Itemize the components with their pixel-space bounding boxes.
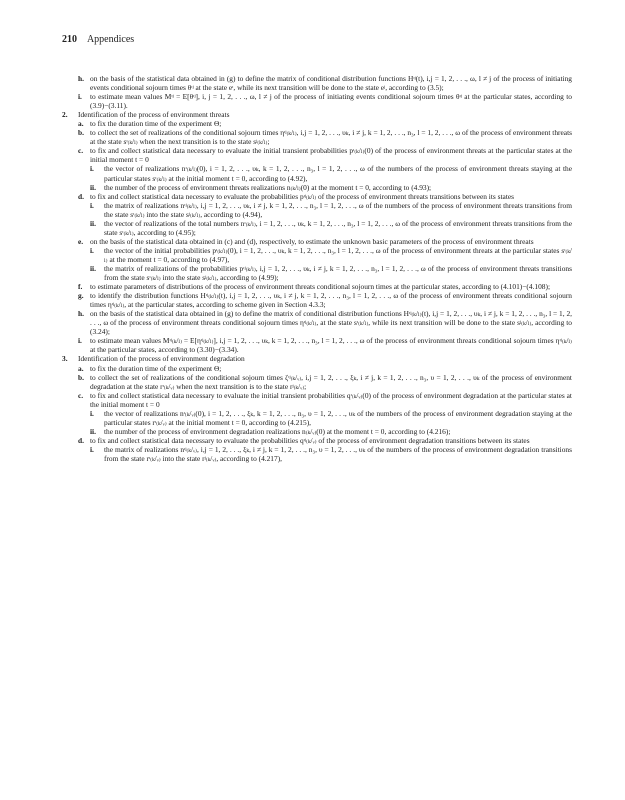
- sub-list-item: [62, 427, 572, 436]
- list-item: [62, 128, 572, 146]
- item-text: the vector of realizations of the total numbers nᶦ₍ₖ/ₗ₎, i = 1, 2, . . ., υₖ, k = 1, 2, . . ., n₃, l = 1, 2, . . ., ω of the process of environment threats transitions from the state sᶦ₍ₖ/ₗ₎, according to (4.95);: [104, 218, 572, 237]
- sub-list-item: [62, 201, 572, 219]
- item-label: b.: [78, 372, 84, 382]
- item-label: 3.: [62, 354, 68, 364]
- item-text: the vector of realizations nᶦ₍ₖ/ᵥ₎(0), i = 1, 2, . . ., ξₖ, k = 1, 2, . . ., n₃, υ = 1, 2, . . ., υₖ of the numbers of the process of environment degradation staying at the particular states rᶦ₍ₖ/ᵥ₎ at the initial moment t = 0, according to (4.215),: [104, 408, 572, 427]
- item-label: d.: [78, 191, 84, 201]
- item-text: the vector of the initial probabilities pᶦ₍ₖ/ₗ₎(0), i = 1, 2, . . ., υₖ, k = 1, 2, . . ., n₃, l = 1, 2, . . ., ω of the process of environment threats at the particular states sᶦ₍ₖ/ₗ₎ at the moment t = 0, according to (4.97),: [104, 245, 572, 264]
- list-item: [62, 391, 572, 409]
- item-label: ii.: [90, 426, 96, 436]
- item-text: the matrix of realizations nᶦʲ₍ₖ/ₗ₎, i,j = 1, 2, . . ., υₖ, i ≠ j, k = 1, 2, . . ., n₃, l = 1, 2, . . ., ω of the numbers of the process of environment threats transitions from the state sᶦ₍ₖ/ₗ₎ into the state sʲ₍ₖ/ₗ₎, according to (4.94),: [104, 200, 572, 219]
- item-label: d.: [78, 435, 84, 445]
- item-text: to fix the duration time of the experiment Θ;: [90, 363, 222, 373]
- item-text: to fix and collect statistical data necessary to evaluate the initial transient probabilities qᶦ₍ₖ/ᵥ₎(0) of the process of environment degradation at the particular states at the initial moment t = 0: [90, 390, 572, 409]
- sub-list-item: [62, 183, 572, 192]
- item-label: b.: [78, 128, 84, 138]
- item-text: to fix the duration time of the experiment Θ;: [90, 119, 222, 129]
- list-item: [62, 192, 572, 201]
- item-label: i.: [90, 164, 94, 174]
- item-label: i.: [78, 92, 82, 102]
- sub-list-item: [62, 445, 572, 463]
- list-item: [62, 74, 572, 92]
- list-item: [62, 373, 572, 391]
- item-text: to fix and collect statistical data necessary to evaluate the initial transient probabilities pᶦ₍ₖ/ₗ₎(0) of the process of environment threats at the particular states at the initial moment t = 0: [90, 146, 572, 165]
- section-item: [62, 354, 572, 363]
- list-item: [62, 309, 572, 336]
- list-item: [62, 282, 572, 291]
- item-label: i.: [78, 336, 82, 346]
- list-item: [62, 119, 572, 128]
- list-item: [62, 364, 572, 373]
- list-item: [62, 291, 572, 309]
- item-text: the number of the process of environment threats realizations n₍ₖ/ₗ₎(0) at the moment t = 0, according to (4.93);: [104, 182, 432, 192]
- item-text: the matrix of realizations of the probabilities pᶦʲ₍ₖ/ₗ₎, i,j = 1, 2, . . ., υₖ, i ≠ j, k = 1, 2, . . ., n₃, l = 1, 2, . . ., ω of the process of environment threats transitions from the state sᶦ₍ₖ/ₗ₎ into the state sʲ₍ₖ/ₗ₎, according to (4.99);: [104, 263, 572, 283]
- item-label: h.: [78, 74, 84, 83]
- item-label: ii.: [90, 182, 96, 192]
- page-body: [62, 74, 572, 463]
- item-label: a.: [78, 363, 84, 373]
- list-item: [62, 146, 572, 164]
- item-label: f.: [78, 282, 83, 292]
- list-item: [62, 436, 572, 445]
- item-text: the matrix of realizations nᶦʲ₍ₖ/ᵥ₎, i,j = 1, 2, . . ., ξₖ, i ≠ j, k = 1, 2, . . ., n₃, υ = 1, 2, . . ., υₖ of the numbers of the process of environment degradation transitions from the state rᶦ₍ₖ/ᵥ₎ into the state rʲ₍ₖ/ᵥ₎, according to (4.217),: [104, 444, 572, 463]
- item-label: 2.: [62, 110, 68, 120]
- list-item: [62, 92, 572, 110]
- item-label: e.: [78, 236, 84, 246]
- sub-list-item: [62, 409, 572, 427]
- item-label: ii.: [90, 218, 96, 228]
- item-label: h.: [78, 309, 84, 319]
- item-label: i.: [90, 444, 94, 454]
- sub-list-item: [62, 246, 572, 264]
- item-text: to collect the set of realizations of the conditional sojourn times ηᶦʲ₍ₖ/ₗ₎, i,j = 1, 2, . . ., υₖ, i ≠ j, k = 1, 2, . . ., n₃, l = 1, 2, . . ., ω of the process of environment threats at the state sᶦ₍ₖ/ₗ₎ when the next transition is to the state sʲ₍ₖ/ₗ₎;: [90, 128, 572, 147]
- section-item: [62, 110, 572, 119]
- item-text: to fix and collect statistical data necessary to evaluate the probabilities qᶦʲ₍ₖ/ᵥ₎ of the process of environment degradation transitions between its states: [90, 435, 530, 445]
- page-header: [62, 34, 134, 45]
- item-text: to collect the set of realizations of the conditional sojourn times ζᶦʲ₍ₖ/ᵥ₎, i,j = 1, 2, . . ., ξₖ, i ≠ j, k = 1, 2, . . ., n₃, υ = 1, 2, . . ., υₖ of the process of environment degradation at the state rᶦ₍ₖ/ᵥ₎ when the next transition is to the state rʲ₍ₖ/ᵥ₎;: [90, 372, 572, 391]
- sub-list-item: [62, 219, 572, 237]
- item-text: on the basis of the statistical data obtained in (g) to define the matrix of conditional distribution functions Hᶦʲ₍ₖ/ₗ₎(t), i,j = 1, 2, . . ., υₖ, i ≠ j, k = 1, 2, . . ., n₃, l = 1, 2, . . ., ω of the process of environment threats conditional sojourn times ηᶦʲ₍ₖ/ₗ₎, at the state sᶦ₍ₖ/ₗ₎, while its next transition will be done to the state sʲ₍ₖ/ₗ₎, according to (3.24);: [90, 309, 572, 337]
- sub-list-item: [62, 264, 572, 282]
- item-text: to identify the distribution functions Hᶦʲ₍ₖ/ₗ₎(t), i,j = 1, 2, . . ., υₖ, i ≠ j, k = 1, 2, . . ., n₃, l = 1, 2, . . ., ω of the process of environment threats conditional sojourn times ηᶦʲ₍ₖ/ₗ₎, at the particular states, according to scheme given in Section 4.3.3;: [90, 291, 572, 310]
- item-label: g.: [78, 291, 84, 301]
- list-item: [62, 336, 572, 354]
- item-text: to estimate mean values Mᶦʲ₍ₖ/ₗ₎ = E[ηᶦʲ₍ₖ/ₗ₎], i,j = 1, 2, . . ., υₖ, k = 1, 2, . . ., n₃, l = 1, 2, . . ., ω of the process of environment threats conditional sojourn times ηᶦʲ₍ₖ/ₗ₎ at the particular states, according to (3.30)−(3.34).: [90, 336, 572, 355]
- item-text: Identification of the process of environment threats: [78, 110, 230, 120]
- item-label: c.: [78, 390, 84, 400]
- item-label: i.: [90, 245, 94, 255]
- item-text: on the basis of the statistical data obtained in (g) to define the matrix of conditional distribution functions Hᶦʲ(t), i,j = 1, 2, . . ., ω, l ≠ j of the process of initiating events conditional sojourn times θᶦʲ at the state eᶦ, while its next transition will be done to the state eʲ, according to (3.5);: [90, 74, 572, 93]
- item-label: c.: [78, 146, 84, 156]
- item-label: a.: [78, 119, 84, 129]
- item-label: i.: [90, 408, 94, 418]
- item-text: to estimate mean values Mᶦʲ = E[θᶦʲ], i, j = 1, 2, . . ., ω, l ≠ j of the process of initiating events conditional sojourn times θᶦʲ at the particular states, according to (3.9)−(3.11).: [90, 92, 572, 111]
- item-text: on the basis of the statistical data obtained in (c) and (d), respectively, to estimate the unknown basic parameters of the process of environment threats: [90, 236, 534, 246]
- item-text: to estimate parameters of distributions of the process of environment threats conditional sojourn times at the particular states, according to (4.101)−(4.108);: [90, 282, 551, 292]
- item-text: the number of the process of environment degradation realizations n₍ₖ/ᵥ₎(0) at the moment t = 0, according to (4.216);: [104, 426, 451, 436]
- item-text: Identification of the process of environment degradation: [78, 354, 245, 364]
- item-label: ii.: [90, 263, 96, 273]
- item-text: the vector of realizations nᶦ₍ₖ/ₗ₎(0), i = 1, 2, . . ., υₖ, k = 1, 2, . . ., n₃, l = 1, 2, . . ., ω of the numbers of the process of environment threats staying at the particular states sᶦ₍ₖ/ₗ₎ at the initial moment t = 0, according to (4.92),: [104, 164, 572, 183]
- list-item: [62, 237, 572, 246]
- item-text: to fix and collect statistical data necessary to evaluate the probabilities pᶦʲ₍ₖ/ₗ₎ of the process of environment threats transitions between its states: [90, 191, 515, 201]
- running-section-title: Appendices: [86, 34, 135, 45]
- page-number: 210: [62, 34, 77, 45]
- item-label: i.: [90, 200, 94, 210]
- sub-list-item: [62, 164, 572, 182]
